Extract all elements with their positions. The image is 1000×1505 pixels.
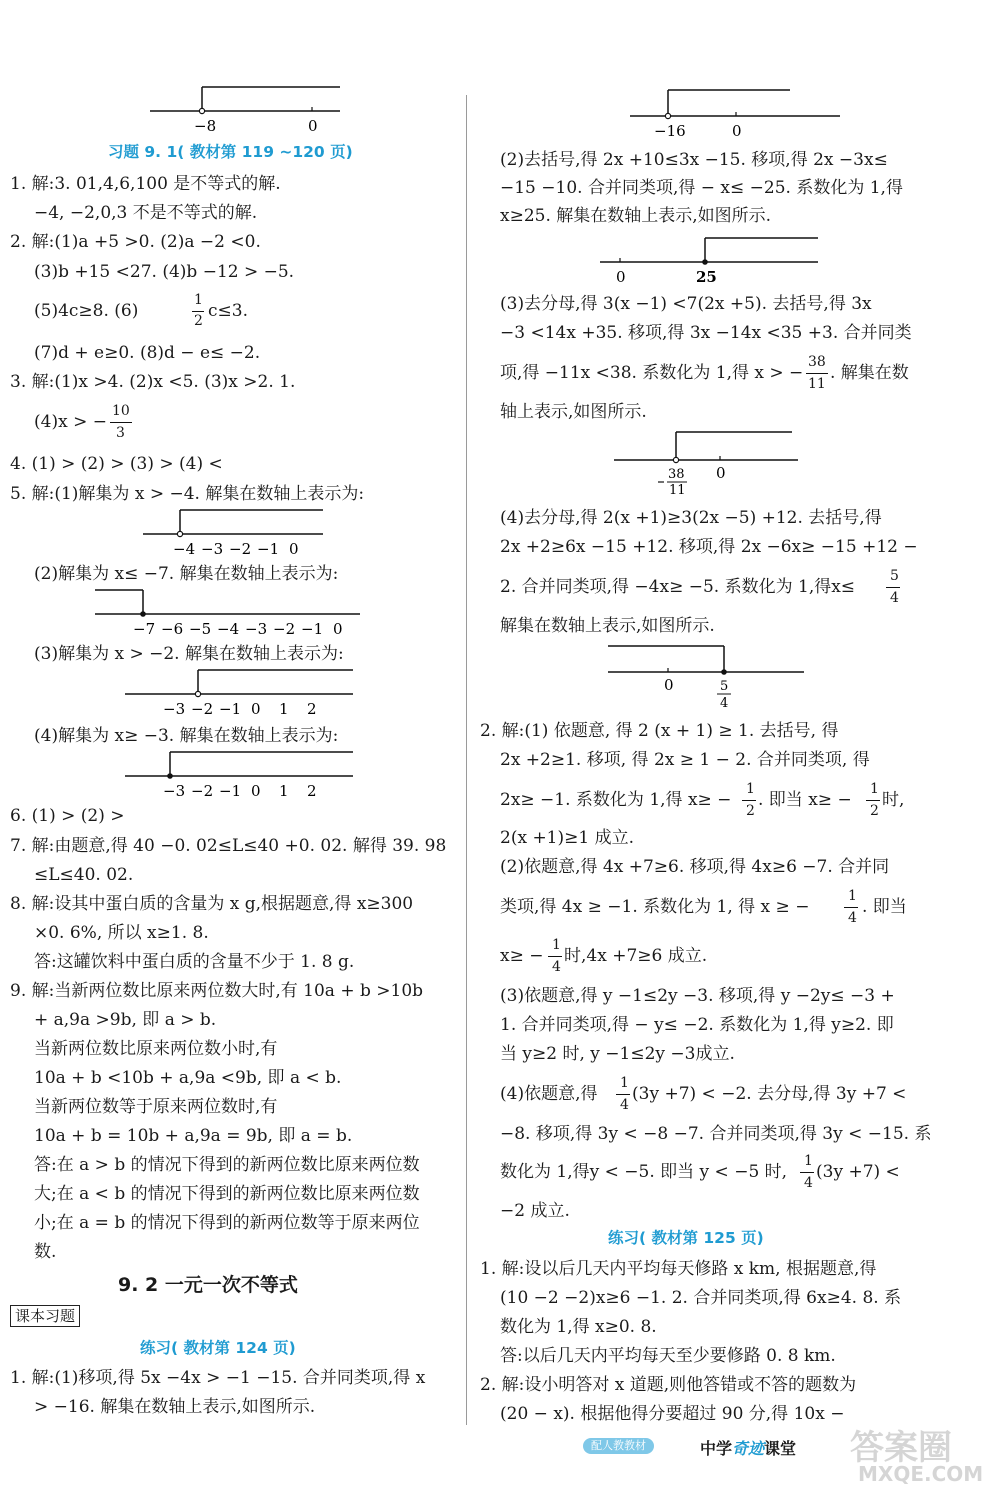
tick-label: −4 [173, 540, 196, 558]
tick-label: 0 [333, 620, 343, 638]
answer-line: (3)去分母,得 3(x −1) <7(2x +5). 去括号,得 3x [500, 294, 872, 314]
tick-label: 38 [668, 467, 685, 482]
tick-label: −2 [229, 540, 252, 558]
fraction-denominator: 2 [870, 803, 879, 819]
fraction-denominator: 2 [746, 803, 755, 819]
fraction-numerator: 1 [552, 937, 561, 953]
tick-label: −2 [191, 700, 214, 718]
tick-label: −1 [257, 540, 280, 558]
answer-line: (3)依题意,得 y −1≤2y −3. 移项,得 y −2y≤ −3 + [500, 986, 895, 1006]
answer-line: 大;在 a < b 的情况下得到的新两位数比原来两位数 [34, 1184, 420, 1204]
answer-line: (3)b +15 <27. (4)b −12 > −5. [34, 262, 295, 282]
answer-line: 小;在 a = b 的情况下得到的新两位数等于原来两位 [34, 1213, 420, 1233]
answer-line: 2x≥ −1. 系数化为 1,得 x≥ − [500, 790, 732, 810]
watermark-logo: 答案圈 [850, 1428, 952, 1468]
answer-line: (3y +7) < −2. 去分母,得 3y +7 < [632, 1084, 907, 1104]
fraction-half-den: 2 [194, 313, 203, 329]
fraction-numerator: 1 [620, 1075, 629, 1091]
number-line-top-left [150, 85, 350, 135]
section-box-label: 课本习题 [10, 1305, 80, 1327]
tick-label: −3 [163, 700, 186, 718]
answer-line: ×0. 6%, 所以 x≥1. 8. [34, 923, 209, 943]
answer-line: 10a + b = 10b + a,9a = 9b, 即 a = b. [34, 1126, 353, 1146]
answer-line: 5. 解:(1)解集为 x > −4. 解集在数轴上表示为: [10, 484, 365, 504]
answer-line: 数化为 1,得y < −5. 即当 y < −5 时, [500, 1162, 788, 1182]
answer-line: (4)解集为 x≥ −3. 解集在数轴上表示为: [34, 726, 339, 746]
answer-line: −3 <14x +35. 移项,得 3x −14x <35 +3. 合并同类 [500, 323, 912, 343]
answer-line: . 解集在数 [830, 363, 909, 383]
watermark-url: MXQE.COM [858, 1462, 984, 1486]
answer-line: 2. 解:(1)a +5 >0. (2)a −2 <0. [10, 232, 261, 252]
answer-line: (4)去分母,得 2(x +1)≥3(2x −5) +12. 去括号,得 [500, 508, 882, 528]
answer-line: (3)解集为 x > −2. 解集在数轴上表示为: [34, 644, 344, 664]
fraction-denominator: 4 [804, 1175, 813, 1191]
section-heading-9-1: 习题 9. 1( 教材第 119 ~120 页) [108, 143, 353, 161]
fraction-numerator: 1 [804, 1153, 813, 1169]
number-line-5-4 [125, 750, 365, 800]
fraction-denominator: 4 [620, 1097, 629, 1113]
answer-line: 解集在数轴上表示,如图所示. [500, 616, 715, 636]
answer-line: x≥25. 解集在数轴上表示,如图所示. [500, 206, 772, 226]
tick-label: −2 [191, 782, 214, 800]
footer-brand-text: 中学 [700, 1439, 733, 1458]
number-line-5-3 [125, 668, 365, 718]
answer-line: 时,4x +7≥6 成立. [564, 946, 708, 966]
tick-label: −3 [163, 782, 186, 800]
tick-label: −1 [219, 700, 242, 718]
tick-label: −16 [654, 122, 686, 140]
answer-line: 1. 解:(1)移项,得 5x −4x > −1 −15. 合并同类项,得 x [10, 1368, 426, 1388]
number-line-r1 [630, 88, 850, 138]
tick-label: −5 [189, 620, 212, 638]
answer-line: −2 成立. [500, 1201, 570, 1221]
tick-label: −3 [201, 540, 224, 558]
section-title-9-2: 9. 2 一元一次不等式 [118, 1274, 298, 1296]
fraction-denominator: 11 [808, 376, 826, 392]
fraction-denominator: 4 [848, 910, 857, 926]
tick-label: 11 [669, 483, 686, 498]
tick-label: 0 [732, 122, 742, 140]
tick-label: 25 [696, 268, 717, 286]
answer-line: (4)x > − [34, 412, 107, 432]
answer-line: (5)4c≥8. (6) [34, 301, 139, 321]
answer-line: 6. (1) > (2) > [10, 806, 125, 826]
tick-label: 2 [307, 782, 317, 800]
number-line-5-2 [95, 588, 365, 638]
answer-line: 1. 解:3. 01,4,6,100 是不等式的解. [10, 174, 281, 194]
answer-line: −15 −10. 合并同类项,得 − x≤ −25. 系数化为 1,得 [500, 178, 903, 198]
answer-line: 4. (1) > (2) > (3) > (4) < [10, 454, 223, 474]
answer-line: 当新两位数等于原来两位数时,有 [34, 1097, 278, 1117]
answer-line: (2)解集为 x≤ −7. 解集在数轴上表示为: [34, 564, 339, 584]
answer-line: 数化为 1,得 x≥0. 8. [500, 1317, 657, 1337]
answer-line: 2. 解:设小明答对 x 道题,则他答错或不答的题数为 [480, 1375, 857, 1395]
answer-line: 类项,得 4x ≥ −1. 系数化为 1, 得 x ≥ − [500, 897, 810, 917]
tick-label: 1 [279, 782, 289, 800]
tick-label: −2 [273, 620, 296, 638]
fraction-numerator: 1 [870, 781, 879, 797]
fraction-numerator: 1 [848, 888, 857, 904]
tick-label: 0 [251, 700, 261, 718]
fraction-denominator: 4 [552, 959, 561, 975]
answer-line: 时, [882, 790, 905, 810]
answer-line: x≥ − [500, 946, 544, 966]
tick-label: 5 [720, 679, 729, 694]
answer-line: 答:这罐饮料中蛋白质的含量不少于 1. 8 g. [34, 952, 355, 972]
fraction-numerator: 1 [746, 781, 755, 797]
section-heading-124: 练习( 教材第 124 页) [140, 1339, 296, 1357]
answer-line: 当 y≥2 时, y −1≤2y −3成立. [500, 1044, 735, 1064]
answer-line: c≤3. [208, 301, 248, 321]
answer-line: > −16. 解集在数轴上表示,如图所示. [34, 1397, 316, 1417]
tick-label: −1 [219, 782, 242, 800]
tick-label: −8 [194, 117, 217, 135]
answer-line: (20 − x). 根据他得分要超过 90 分,得 10x − [500, 1404, 845, 1424]
number-line-5-1 [143, 508, 343, 558]
answer-line: −4, −2,0,3 不是不等式的解. [34, 203, 258, 223]
tick-label: 0 [251, 782, 261, 800]
answer-line: 2x +2≥6x −15 +12. 移项,得 2x −6x≥ −15 +12 − [500, 537, 918, 557]
answer-line: 答:在 a > b 的情况下得到的新两位数比原来两位数 [34, 1155, 420, 1175]
fraction-denominator: 4 [890, 590, 899, 606]
answer-line: 1. 合并同类项,得 − y≤ −2. 系数化为 1,得 y≥2. 即 [500, 1015, 894, 1035]
answer-line: (4)依题意,得 [500, 1084, 598, 1104]
fraction-denominator: 3 [116, 425, 125, 441]
section-heading-125: 练习( 教材第 125 页) [608, 1229, 764, 1247]
footer-brand-mid: 奇迹 [732, 1439, 765, 1458]
answer-line: 当新两位数比原来两位数小时,有 [34, 1039, 278, 1059]
answer-line: . 即当 [862, 897, 907, 917]
fraction-numerator: 38 [808, 354, 826, 370]
answer-line: 答:以后几天内平均每天至少要修路 0. 8 km. [500, 1346, 836, 1366]
answer-line: 8. 解:设其中蛋白质的含量为 x g,根据题意,得 x≥300 [10, 894, 414, 914]
answer-line: 2x +2≥1. 移项, 得 2x ≥ 1 − 2. 合并同类项, 得 [500, 750, 870, 770]
footer-brand-end: 课堂 [764, 1439, 797, 1458]
answer-line: 轴上表示,如图所示. [500, 402, 647, 422]
answer-line: ≤L≤40. 02. [34, 865, 134, 885]
tick-label: 0 [616, 268, 626, 286]
tick-label: −3 [245, 620, 268, 638]
answer-line: 2. 合并同类项,得 −4x≥ −5. 系数化为 1,得x≤ [500, 577, 856, 597]
answer-line: 9. 解:当新两位数比原来两位数大时,有 10a + b >10b [10, 981, 424, 1001]
answer-line: 3. 解:(1)x >4. (2)x <5. (3)x >2. 1. [10, 372, 296, 392]
tick-label: −4 [217, 620, 240, 638]
answer-line: (10 −2 −2)x≥6 −1. 2. 合并同类项,得 6x≥4. 8. 系 [500, 1288, 902, 1308]
footer-brand [700, 1436, 796, 1459]
tick-label: −6 [161, 620, 184, 638]
tick-label: 0 [716, 464, 726, 482]
answer-line: 2. 解:(1) 依题意, 得 2 (x + 1) ≥ 1. 去括号, 得 [480, 721, 839, 741]
answer-line: 10a + b <10b + a,9a <9b, 即 a < b. [34, 1068, 342, 1088]
number-line-r4 [608, 644, 818, 714]
answer-line: (2)去括号,得 2x +10≤3x −15. 移项,得 2x −3x≤ [500, 150, 888, 170]
fraction-half-num: 1 [194, 292, 203, 308]
answer-line: . 即当 x≥ − [758, 790, 852, 810]
tick-label: −7 [133, 620, 156, 638]
answer-line: 2(x +1)≥1 成立. [500, 828, 634, 848]
tick-label: 0 [308, 117, 318, 135]
number-line-r2 [600, 236, 830, 286]
answer-line: (7)d + e≥0. (8)d − e≤ −2. [34, 343, 261, 363]
answer-line: (2)依题意,得 4x +7≥6. 移项,得 4x≥6 −7. 合并同 [500, 857, 890, 877]
answer-line: (3y +7) < [816, 1162, 900, 1182]
tick-label: 0 [289, 540, 299, 558]
answer-line: 1. 解:设以后几天内平均每天修路 x km, 根据题意,得 [480, 1259, 877, 1279]
tick-label: 4 [720, 696, 729, 711]
tick-label: 2 [307, 700, 317, 718]
answer-line: 数. [34, 1242, 57, 1262]
answer-line: 项,得 −11x <38. 系数化为 1,得 x > − [500, 363, 804, 383]
answer-line: 7. 解:由题意,得 40 −0. 02≤L≤40 +0. 02. 解得 39. 98 [10, 836, 447, 856]
answer-line: −8. 移项,得 3y < −8 −7. 合并同类项,得 3y < −15. 系 [500, 1124, 932, 1144]
footer-edition-pill: 配人教教材 [583, 1438, 654, 1454]
fraction-numerator: 10 [112, 403, 130, 419]
tick-label: 0 [664, 676, 674, 694]
fraction-numerator: 5 [890, 568, 899, 584]
number-line-r3 [614, 430, 814, 500]
column-divider [466, 95, 467, 1425]
answer-line: + a,9a >9b, 即 a > b. [34, 1010, 217, 1030]
tick-label: 1 [279, 700, 289, 718]
tick-label: −1 [301, 620, 324, 638]
